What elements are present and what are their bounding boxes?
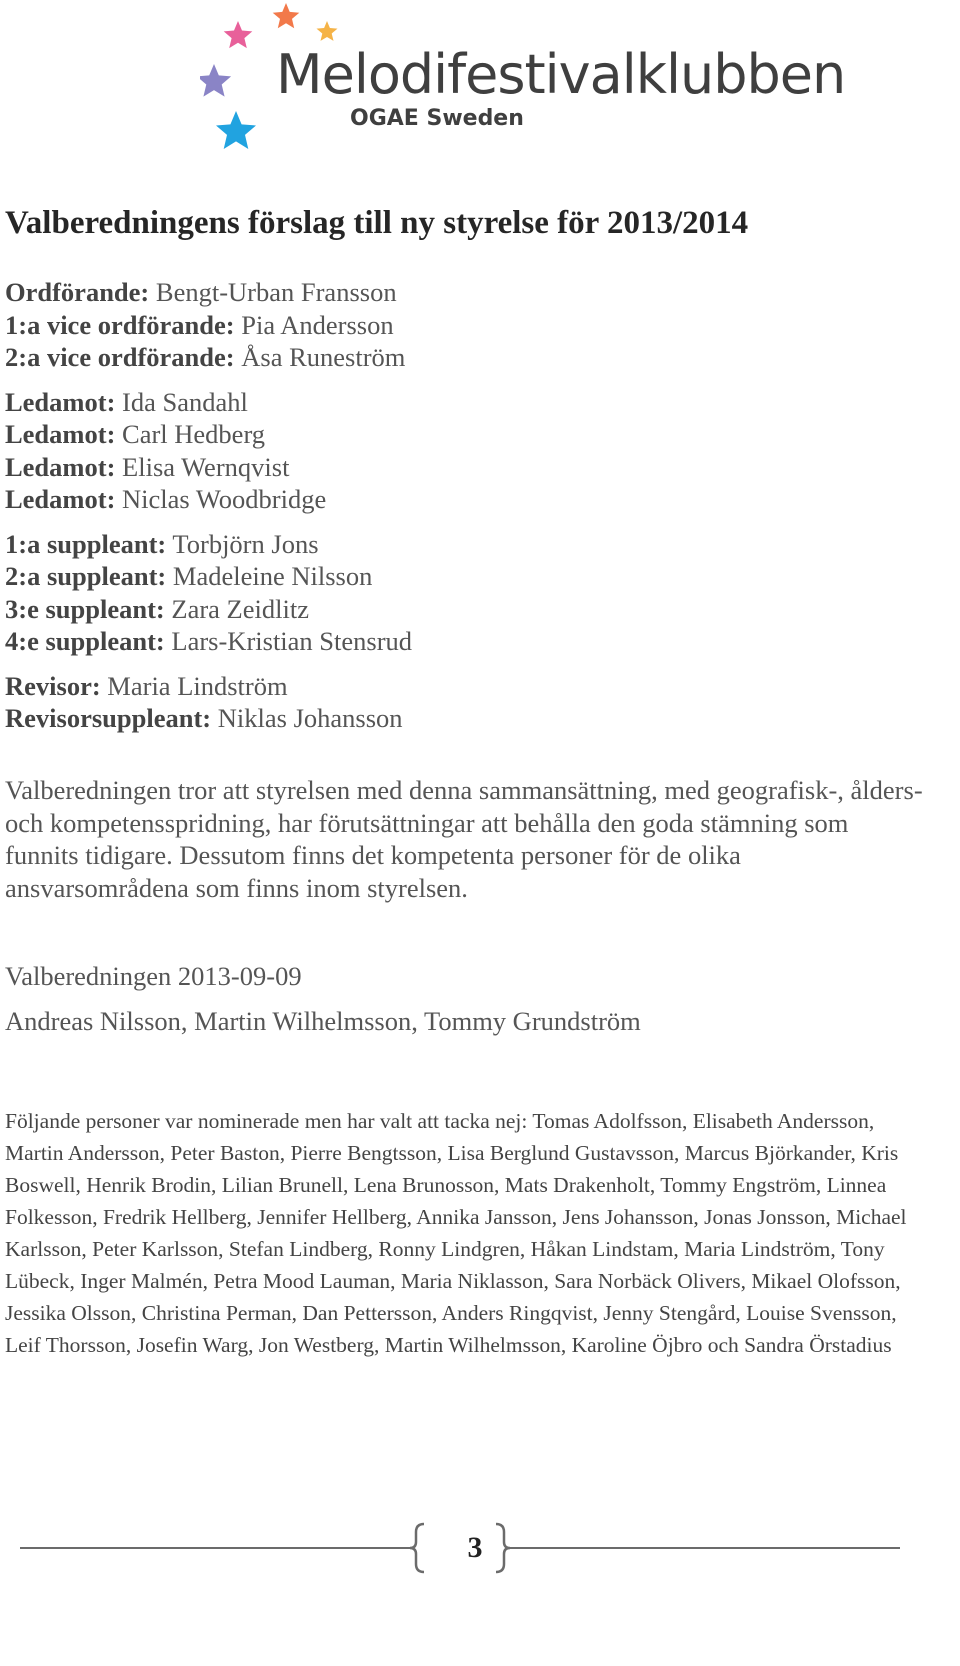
role-person: Pia Andersson — [241, 309, 394, 340]
members-group — [5, 386, 925, 516]
role-person: Madeleine Nilsson — [172, 561, 373, 591]
role-line — [5, 309, 925, 342]
role-line — [5, 451, 925, 484]
role-title: Ledamot: — [5, 386, 116, 417]
role-title: Ledamot: — [5, 451, 116, 482]
page-number: 3 — [467, 1531, 483, 1564]
role-line — [5, 418, 925, 451]
role-title: Revisor: — [5, 670, 101, 701]
role-line — [5, 625, 925, 658]
left-brace-icon — [410, 1524, 424, 1572]
role-person: Maria Lindström — [107, 670, 288, 701]
logo-name: Melodifestivalklubben — [276, 43, 846, 106]
role-line — [5, 560, 925, 593]
role-line — [5, 670, 925, 703]
role-line — [5, 341, 925, 374]
role-title: 2:a suppleant: — [5, 561, 167, 591]
role-title: 1:a vice ordförande: — [5, 309, 235, 340]
signature-date: Valberedningen 2013-09-09 — [5, 961, 302, 991]
role-title: 1:a suppleant: — [5, 528, 167, 559]
role-title: 4:e suppleant: — [5, 626, 165, 656]
declined-nominees: Följande personer var nominerade men har valt att tacka nej: Tomas Adolfsson, Elisabeth Andersson, Martin Andersson, Peter Baston, Pierre Bengtsson, Lisa Berglund Gustavsson, Marcus Björkander, Kris Boswell, Henrik Brodin, Lilian Brunell, Lena Brunosson, Mats Drakenholt, Tommy Engström, Linnea Folkesson, Fredrik Hellberg, Jennifer Hellberg, Annika Jansson, Jens Johansson, Jonas Jonsson, Michael Karlsson, Peter Karlsson, Stefan Lindberg, Ronny Lindgren, Håkan Lindstam, Maria Lindström, Tony Lübeck, Inger Malmén, Petra Mood Lauman, Maria Niklasson, Sara Norbäck Olivers, Mikael Olofsson, Jessika Olsson, Christina Perman, Dan Pettersson, Anders Ringqvist, Jenny Stengård, Louise Svensson, Leif Thorsson, Josefin Warg, Jon Westberg, Martin Wilhelmsson, Karoline Öjbro och Sandra Örstadius — [5, 1109, 907, 1357]
board-proposal-list — [5, 276, 925, 747]
role-title: Ledamot: — [5, 419, 116, 449]
role-line — [5, 276, 925, 309]
document-title: Valberedningens förslag till ny styrelse för 2013/2014 — [5, 205, 749, 241]
role-line — [5, 483, 925, 516]
role-title: 2:a vice ordförande: — [5, 342, 235, 372]
purple-star-icon — [200, 64, 231, 97]
role-person: Lars-Kristian Stensrud — [171, 626, 413, 656]
yellow-star-icon — [317, 21, 338, 41]
role-person: Zara Zeidlitz — [171, 593, 309, 624]
role-line — [5, 593, 925, 626]
committee-statement: Valberedningen tror att styrelsen med denna sammansättning, med geografisk-, ålders- och kompetensspridning, har förutsättningar att behålla den goda stämning som funnits tidigare. Dessutom finns det kompetenta personer för de olika ansvarsområdena som finns inom styrelsen. — [5, 775, 923, 903]
pink-star-icon — [224, 21, 253, 48]
logo-subtitle: OGAE Sweden — [350, 106, 524, 131]
orange-star-icon — [273, 3, 300, 28]
role-person: Niklas Johansson — [217, 703, 403, 733]
role-person: Åsa Runeström — [241, 342, 406, 372]
role-title: Ordförande: — [5, 277, 150, 307]
auditors-group — [5, 670, 925, 735]
role-person: Elisa Wernqvist — [122, 451, 290, 482]
deputies-group — [5, 528, 925, 658]
role-line — [5, 702, 925, 735]
signature-names: Andreas Nilsson, Martin Wilhelmsson, Tommy Grundström — [5, 1006, 641, 1036]
role-person: Bengt-Urban Fransson — [155, 277, 397, 307]
chair-group — [5, 276, 925, 374]
club-logo — [200, 0, 846, 170]
role-person: Torbjörn Jons — [172, 528, 319, 559]
blue-star-icon — [216, 111, 256, 149]
role-person: Ida Sandahl — [122, 386, 248, 417]
role-title: Ledamot: — [5, 484, 116, 514]
role-person: Niclas Woodbridge — [122, 484, 327, 514]
role-line — [5, 386, 925, 419]
page-footer — [20, 1520, 900, 1576]
role-title: 3:e suppleant: — [5, 593, 165, 624]
role-person: Carl Hedberg — [122, 419, 266, 449]
role-title: Revisorsuppleant: — [5, 703, 212, 733]
role-line — [5, 528, 925, 561]
